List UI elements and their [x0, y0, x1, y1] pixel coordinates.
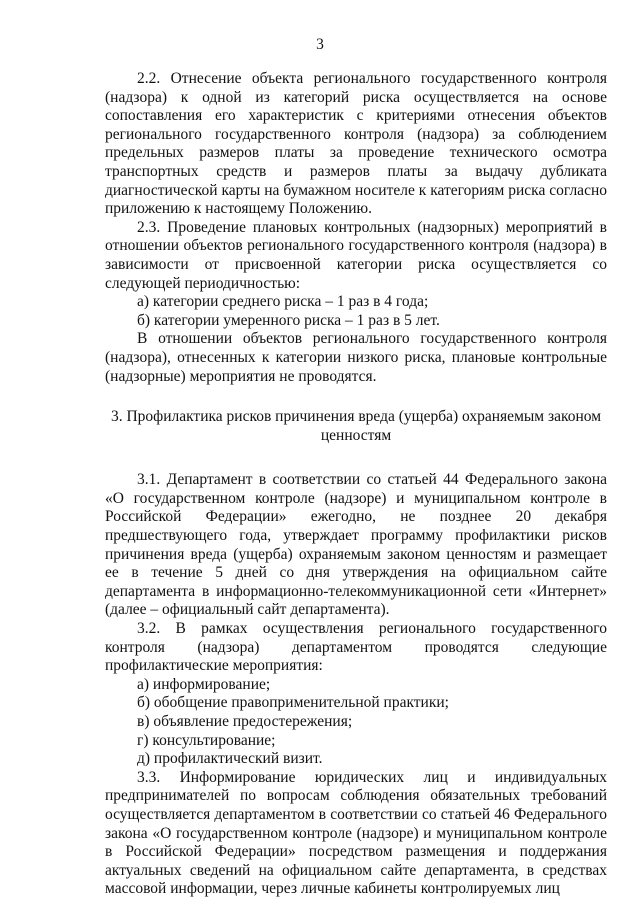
- list-item: б) обобщение правоприменительной практики;: [137, 694, 449, 712]
- list-item: в) объявление предостережения;: [137, 713, 353, 730]
- page-number: 3: [316, 36, 324, 53]
- paragraph-3-1: 3.1. Департамент в соответствии со статьей 44 Федерального закона «О государственном контроле (надзоре) и муниципальном контроле в Российской Федерации» ежегодно, не позднее 20 декабря предшествующего года, утверждает программу профилактики рисков причинения вреда (ущерба) охраняемым законом ценностям и размещает ее в течение 5 дней со дня утверждения на официальном сайте департамента в информационно-телекоммуникационной сети «Интернет» (далее – официальный сайт департамента).: [105, 471, 607, 619]
- list-item: б) категории умеренного риска – 1 раз в 5 лет.: [137, 311, 440, 329]
- section-3-heading: 3. Профилактика рисков причинения вреда (ущерба) охраняемым законом ценностям: [110, 408, 602, 444]
- paragraph-2-3-low-risk: В отношении объектов регионального государственного контроля (надзора), отнесенных к категории низкого риска, плановые контрольные (надзорные) мероприятия не проводятся.: [105, 330, 607, 385]
- paragraph-2-2: 2.2. Отнесение объекта регионального государственного контроля (надзора) к одной из категорий риска осуществляется на основе сопоставления его характеристик с критериями отнесения объектов регионального государственного контроля (надзора) за соблюдением предельных размеров платы за проведение технического осмотра транспортных средств и размеров платы за выдачу дубликата диагностической карты на бумажном носителе к категориям риска согласно приложению к настоящему Положению.: [105, 70, 607, 218]
- paragraph-3-2: 3.2. В рамках осуществления регионального государственного контроля (надзора) департаментом проводятся следующие профилактические мероприятия:: [105, 620, 607, 675]
- list-item: а) категории среднего риска – 1 раз в 4 года;: [137, 293, 429, 311]
- document-body: [105, 70, 607, 899]
- paragraph-3-3: 3.3. Информирование юридических лиц и индивидуальных предпринимателей по вопросам соблюдения обязательных требований осуществляется департаментом в соответствии со статьей 46 Федерального закона «О государственном контроле (надзоре) и муниципальном контроле в Российской Федерации» посредством размещения и поддержания актуальных сведений на официальном сайте департамента, в средствах массовой информации, через личные кабинеты контролируемых лиц: [105, 768, 607, 898]
- list-item: д) профилактический визит.: [137, 750, 323, 768]
- list-item: г) консультирование;: [137, 731, 276, 749]
- paragraph-2-3: 2.3. Проведение плановых контрольных (надзорных) мероприятий в отношении объектов регионального государственного контроля (надзора) в зависимости от присвоенной категории риска осуществляется со следующей периодичностью:: [105, 218, 607, 292]
- list-item: а) информирование;: [137, 675, 271, 693]
